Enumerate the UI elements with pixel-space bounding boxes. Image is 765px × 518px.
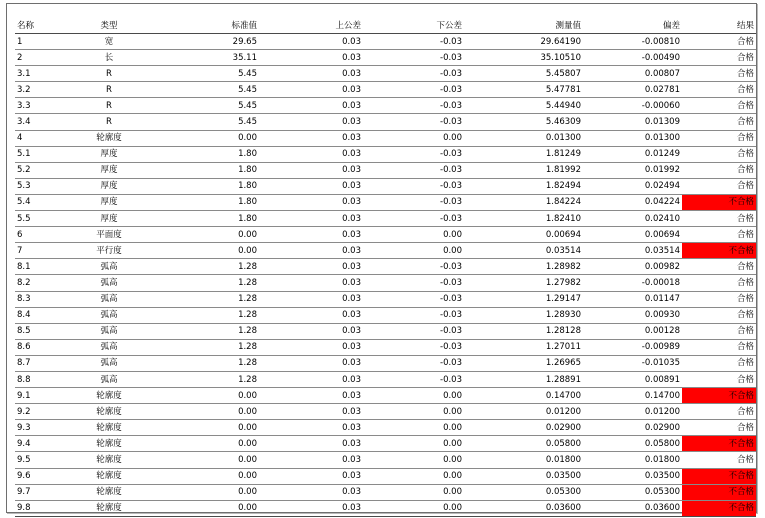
cell-nominal: 1.28 <box>141 259 259 275</box>
cell-name: 8.4 <box>15 307 77 323</box>
cell-lower-tolerance: -0.03 <box>363 178 464 194</box>
cell-deviation: -0.00810 <box>583 34 682 50</box>
cell-lower-tolerance: 0.00 <box>363 500 464 516</box>
table-row <box>15 162 756 178</box>
cell-type: 平面度 <box>77 227 141 243</box>
cell-deviation: 0.00807 <box>583 66 682 82</box>
cell-name: 6 <box>15 227 77 243</box>
cell-nominal: 5.45 <box>141 98 259 114</box>
inspection-table <box>15 18 756 517</box>
cell-lower-tolerance: 0.00 <box>363 468 464 484</box>
cell-nominal: 0.00 <box>141 500 259 516</box>
cell-type: 轮廓度 <box>77 420 141 436</box>
cell-measured: 0.00694 <box>464 227 583 243</box>
cell-name: 1 <box>15 34 77 50</box>
cell-result: 合格 <box>682 275 756 291</box>
cell-result: 合格 <box>682 211 756 227</box>
cell-measured: 1.28128 <box>464 323 583 339</box>
cell-deviation: 0.01309 <box>583 114 682 130</box>
cell-name: 4 <box>15 130 77 146</box>
cell-result-fail: 不合格 <box>682 468 756 484</box>
cell-lower-tolerance: -0.03 <box>363 82 464 98</box>
header-deviation: 偏差 <box>583 18 682 34</box>
cell-nominal: 0.00 <box>141 468 259 484</box>
cell-upper-tolerance: 0.03 <box>259 243 363 259</box>
table-row <box>15 371 756 387</box>
cell-nominal: 1.80 <box>141 211 259 227</box>
cell-type: R <box>77 98 141 114</box>
cell-lower-tolerance: -0.03 <box>363 146 464 162</box>
cell-result: 合格 <box>682 259 756 275</box>
cell-nominal: 5.45 <box>141 114 259 130</box>
cell-measured: 1.28982 <box>464 259 583 275</box>
cell-nominal: 0.00 <box>141 243 259 259</box>
cell-name: 8.1 <box>15 259 77 275</box>
table-row <box>15 259 756 275</box>
cell-type: 平行度 <box>77 243 141 259</box>
cell-nominal: 1.28 <box>141 339 259 355</box>
cell-upper-tolerance: 0.03 <box>259 211 363 227</box>
cell-name: 8.2 <box>15 275 77 291</box>
cell-deviation: 0.14700 <box>583 388 682 404</box>
cell-deviation: 0.02494 <box>583 178 682 194</box>
cell-name: 3.4 <box>15 114 77 130</box>
cell-type: 弧高 <box>77 259 141 275</box>
cell-measured: 0.02900 <box>464 420 583 436</box>
header-nominal: 标准值 <box>141 18 259 34</box>
cell-upper-tolerance: 0.03 <box>259 114 363 130</box>
cell-name: 8.3 <box>15 291 77 307</box>
cell-result: 合格 <box>682 34 756 50</box>
cell-name: 8.8 <box>15 371 77 387</box>
cell-name: 8.5 <box>15 323 77 339</box>
cell-nominal: 1.80 <box>141 194 259 210</box>
cell-result: 合格 <box>682 404 756 420</box>
cell-deviation: 0.01300 <box>583 130 682 146</box>
cell-name: 8.6 <box>15 339 77 355</box>
cell-nominal: 0.00 <box>141 436 259 452</box>
cell-upper-tolerance: 0.03 <box>259 82 363 98</box>
table-row <box>15 436 756 452</box>
cell-nominal: 29.65 <box>141 34 259 50</box>
table-row <box>15 500 756 516</box>
table-row <box>15 291 756 307</box>
cell-deviation: 0.04224 <box>583 194 682 210</box>
cell-measured: 0.03600 <box>464 500 583 516</box>
cell-deviation: 0.00128 <box>583 323 682 339</box>
cell-measured: 0.05300 <box>464 484 583 500</box>
cell-result: 合格 <box>682 66 756 82</box>
cell-upper-tolerance: 0.03 <box>259 355 363 371</box>
table-row <box>15 484 756 500</box>
cell-upper-tolerance: 0.03 <box>259 436 363 452</box>
cell-deviation: -0.00060 <box>583 98 682 114</box>
table-row <box>15 130 756 146</box>
cell-measured: 29.64190 <box>464 34 583 50</box>
cell-measured: 5.46309 <box>464 114 583 130</box>
cell-lower-tolerance: -0.03 <box>363 339 464 355</box>
cell-lower-tolerance: 0.00 <box>363 452 464 468</box>
cell-name: 5.3 <box>15 178 77 194</box>
cell-nominal: 0.00 <box>141 130 259 146</box>
cell-deviation: 0.01800 <box>583 452 682 468</box>
cell-lower-tolerance: -0.03 <box>363 291 464 307</box>
cell-measured: 35.10510 <box>464 50 583 66</box>
cell-deviation: 0.05800 <box>583 436 682 452</box>
cell-result: 合格 <box>682 339 756 355</box>
header-name: 名称 <box>15 18 77 34</box>
cell-lower-tolerance: -0.03 <box>363 323 464 339</box>
cell-measured: 1.27011 <box>464 339 583 355</box>
table-row <box>15 243 756 259</box>
cell-name: 9.4 <box>15 436 77 452</box>
table-row <box>15 307 756 323</box>
table-row <box>15 194 756 210</box>
table-body <box>15 34 756 517</box>
cell-type: 弧高 <box>77 355 141 371</box>
cell-upper-tolerance: 0.03 <box>259 259 363 275</box>
cell-measured: 1.81992 <box>464 162 583 178</box>
cell-type: 弧高 <box>77 307 141 323</box>
cell-result-fail: 不合格 <box>682 388 756 404</box>
cell-type: 轮廓度 <box>77 388 141 404</box>
table-row <box>15 275 756 291</box>
cell-measured: 1.82494 <box>464 178 583 194</box>
cell-lower-tolerance: -0.03 <box>363 34 464 50</box>
cell-upper-tolerance: 0.03 <box>259 388 363 404</box>
cell-upper-tolerance: 0.03 <box>259 468 363 484</box>
cell-name: 3.3 <box>15 98 77 114</box>
cell-type: 轮廓度 <box>77 484 141 500</box>
cell-result: 合格 <box>682 307 756 323</box>
cell-upper-tolerance: 0.03 <box>259 227 363 243</box>
table-row <box>15 82 756 98</box>
cell-result: 合格 <box>682 146 756 162</box>
cell-measured: 1.28891 <box>464 371 583 387</box>
cell-nominal: 1.80 <box>141 146 259 162</box>
table-row <box>15 388 756 404</box>
cell-lower-tolerance: -0.03 <box>363 162 464 178</box>
cell-deviation: 0.01200 <box>583 404 682 420</box>
cell-type: 轮廓度 <box>77 500 141 516</box>
cell-lower-tolerance: 0.00 <box>363 484 464 500</box>
cell-upper-tolerance: 0.03 <box>259 66 363 82</box>
cell-deviation: 0.03600 <box>583 500 682 516</box>
cell-measured: 0.01800 <box>464 452 583 468</box>
cell-upper-tolerance: 0.03 <box>259 291 363 307</box>
table-row <box>15 178 756 194</box>
cell-upper-tolerance: 0.03 <box>259 307 363 323</box>
cell-type: 轮廓度 <box>77 436 141 452</box>
table-row <box>15 323 756 339</box>
cell-lower-tolerance: -0.03 <box>363 66 464 82</box>
header-result: 结果 <box>682 18 756 34</box>
cell-name: 9.3 <box>15 420 77 436</box>
cell-lower-tolerance: -0.03 <box>363 50 464 66</box>
cell-deviation: 0.00891 <box>583 371 682 387</box>
cell-result: 合格 <box>682 420 756 436</box>
cell-lower-tolerance: -0.03 <box>363 275 464 291</box>
cell-upper-tolerance: 0.03 <box>259 275 363 291</box>
table-row <box>15 66 756 82</box>
cell-upper-tolerance: 0.03 <box>259 420 363 436</box>
cell-type: 轮廓度 <box>77 404 141 420</box>
cell-deviation: 0.00930 <box>583 307 682 323</box>
cell-measured: 1.26965 <box>464 355 583 371</box>
cell-type: R <box>77 82 141 98</box>
table-row <box>15 98 756 114</box>
cell-nominal: 1.28 <box>141 355 259 371</box>
cell-lower-tolerance: -0.03 <box>363 194 464 210</box>
report-frame <box>6 3 757 513</box>
cell-name: 9.5 <box>15 452 77 468</box>
cell-deviation: 0.02781 <box>583 82 682 98</box>
cell-result: 合格 <box>682 98 756 114</box>
cell-nominal: 0.00 <box>141 404 259 420</box>
cell-result: 合格 <box>682 227 756 243</box>
header-measured: 测量值 <box>464 18 583 34</box>
cell-deviation: 0.01147 <box>583 291 682 307</box>
cell-lower-tolerance: 0.00 <box>363 404 464 420</box>
table-row <box>15 50 756 66</box>
table-row <box>15 227 756 243</box>
cell-deviation: 0.01249 <box>583 146 682 162</box>
cell-nominal: 35.11 <box>141 50 259 66</box>
cell-lower-tolerance: -0.03 <box>363 371 464 387</box>
cell-name: 5.1 <box>15 146 77 162</box>
cell-measured: 0.14700 <box>464 388 583 404</box>
cell-type: 弧高 <box>77 291 141 307</box>
cell-upper-tolerance: 0.03 <box>259 178 363 194</box>
cell-nominal: 1.80 <box>141 178 259 194</box>
cell-type: 弧高 <box>77 339 141 355</box>
cell-deviation: -0.00490 <box>583 50 682 66</box>
cell-upper-tolerance: 0.03 <box>259 452 363 468</box>
cell-type: 轮廓度 <box>77 468 141 484</box>
cell-upper-tolerance: 0.03 <box>259 339 363 355</box>
cell-measured: 5.45807 <box>464 66 583 82</box>
cell-upper-tolerance: 0.03 <box>259 130 363 146</box>
cell-name: 3.2 <box>15 82 77 98</box>
cell-result: 合格 <box>682 355 756 371</box>
cell-lower-tolerance: 0.00 <box>363 243 464 259</box>
table-row <box>15 146 756 162</box>
cell-lower-tolerance: 0.00 <box>363 130 464 146</box>
cell-type: 弧高 <box>77 323 141 339</box>
cell-deviation: -0.00989 <box>583 339 682 355</box>
cell-result: 合格 <box>682 82 756 98</box>
cell-deviation: 0.05300 <box>583 484 682 500</box>
cell-type: 宽 <box>77 34 141 50</box>
cell-upper-tolerance: 0.03 <box>259 371 363 387</box>
cell-nominal: 0.00 <box>141 388 259 404</box>
cell-nominal: 1.28 <box>141 275 259 291</box>
cell-name: 5.2 <box>15 162 77 178</box>
cell-deviation: 0.00694 <box>583 227 682 243</box>
cell-measured: 1.29147 <box>464 291 583 307</box>
cell-result: 合格 <box>682 323 756 339</box>
cell-nominal: 0.00 <box>141 420 259 436</box>
cell-type: 弧高 <box>77 371 141 387</box>
cell-measured: 1.82410 <box>464 211 583 227</box>
cell-measured: 1.28930 <box>464 307 583 323</box>
cell-deviation: 0.00982 <box>583 259 682 275</box>
cell-name: 5.4 <box>15 194 77 210</box>
cell-lower-tolerance: -0.03 <box>363 355 464 371</box>
cell-name: 3.1 <box>15 66 77 82</box>
table-row <box>15 114 756 130</box>
cell-result-fail: 不合格 <box>682 436 756 452</box>
header-upper-tolerance: 上公差 <box>259 18 363 34</box>
cell-result-fail: 不合格 <box>682 243 756 259</box>
table-row <box>15 420 756 436</box>
cell-name: 9.2 <box>15 404 77 420</box>
cell-upper-tolerance: 0.03 <box>259 500 363 516</box>
cell-upper-tolerance: 0.03 <box>259 162 363 178</box>
cell-name: 9.7 <box>15 484 77 500</box>
cell-result: 合格 <box>682 291 756 307</box>
cell-upper-tolerance: 0.03 <box>259 50 363 66</box>
cell-lower-tolerance: -0.03 <box>363 211 464 227</box>
cell-name: 2 <box>15 50 77 66</box>
cell-nominal: 1.28 <box>141 307 259 323</box>
cell-deviation: -0.00018 <box>583 275 682 291</box>
cell-name: 5.5 <box>15 211 77 227</box>
table-row <box>15 404 756 420</box>
table-row <box>15 339 756 355</box>
cell-name: 9.6 <box>15 468 77 484</box>
cell-measured: 0.01200 <box>464 404 583 420</box>
cell-nominal: 0.00 <box>141 227 259 243</box>
cell-type: R <box>77 114 141 130</box>
cell-type: 轮廓度 <box>77 452 141 468</box>
cell-nominal: 5.45 <box>141 82 259 98</box>
cell-lower-tolerance: -0.03 <box>363 114 464 130</box>
cell-nominal: 1.28 <box>141 371 259 387</box>
cell-result: 合格 <box>682 50 756 66</box>
cell-type: 厚度 <box>77 178 141 194</box>
cell-name: 9.8 <box>15 500 77 516</box>
cell-upper-tolerance: 0.03 <box>259 323 363 339</box>
cell-type: 轮廓度 <box>77 130 141 146</box>
cell-lower-tolerance: 0.00 <box>363 436 464 452</box>
cell-measured: 1.27982 <box>464 275 583 291</box>
cell-lower-tolerance: 0.00 <box>363 420 464 436</box>
cell-measured: 1.84224 <box>464 194 583 210</box>
cell-deviation: -0.01035 <box>583 355 682 371</box>
cell-measured: 0.01300 <box>464 130 583 146</box>
cell-type: 厚度 <box>77 194 141 210</box>
cell-measured: 1.81249 <box>464 146 583 162</box>
cell-result: 合格 <box>682 130 756 146</box>
cell-type: 厚度 <box>77 162 141 178</box>
cell-measured: 0.05800 <box>464 436 583 452</box>
cell-type: 弧高 <box>77 275 141 291</box>
cell-lower-tolerance: -0.03 <box>363 98 464 114</box>
table-row <box>15 452 756 468</box>
cell-lower-tolerance: -0.03 <box>363 307 464 323</box>
table-row <box>15 211 756 227</box>
cell-deviation: 0.02410 <box>583 211 682 227</box>
cell-nominal: 1.28 <box>141 323 259 339</box>
cell-result: 合格 <box>682 162 756 178</box>
cell-measured: 5.44940 <box>464 98 583 114</box>
cell-nominal: 1.80 <box>141 162 259 178</box>
cell-lower-tolerance: 0.00 <box>363 227 464 243</box>
cell-result: 合格 <box>682 371 756 387</box>
cell-name: 9.1 <box>15 388 77 404</box>
cell-upper-tolerance: 0.03 <box>259 146 363 162</box>
cell-upper-tolerance: 0.03 <box>259 98 363 114</box>
cell-type: R <box>77 66 141 82</box>
cell-nominal: 0.00 <box>141 452 259 468</box>
cell-deviation: 0.03500 <box>583 468 682 484</box>
cell-lower-tolerance: -0.03 <box>363 259 464 275</box>
table-row <box>15 355 756 371</box>
cell-nominal: 0.00 <box>141 484 259 500</box>
cell-deviation: 0.03514 <box>583 243 682 259</box>
cell-measured: 0.03500 <box>464 468 583 484</box>
cell-result-fail: 不合格 <box>682 484 756 500</box>
cell-upper-tolerance: 0.03 <box>259 484 363 500</box>
cell-upper-tolerance: 0.03 <box>259 194 363 210</box>
table-row <box>15 34 756 50</box>
table-row <box>15 468 756 484</box>
cell-upper-tolerance: 0.03 <box>259 34 363 50</box>
cell-deviation: 0.02900 <box>583 420 682 436</box>
cell-deviation: 0.01992 <box>583 162 682 178</box>
header-type: 类型 <box>77 18 141 34</box>
cell-upper-tolerance: 0.03 <box>259 404 363 420</box>
cell-lower-tolerance: 0.00 <box>363 388 464 404</box>
header-row <box>15 18 756 34</box>
cell-result-fail: 不合格 <box>682 500 756 516</box>
cell-result: 合格 <box>682 452 756 468</box>
cell-result: 合格 <box>682 178 756 194</box>
cell-result-fail: 不合格 <box>682 194 756 210</box>
cell-type: 厚度 <box>77 211 141 227</box>
cell-nominal: 5.45 <box>141 66 259 82</box>
cell-name: 7 <box>15 243 77 259</box>
cell-result: 合格 <box>682 114 756 130</box>
cell-measured: 0.03514 <box>464 243 583 259</box>
header-lower-tolerance: 下公差 <box>363 18 464 34</box>
cell-nominal: 1.28 <box>141 291 259 307</box>
cell-measured: 5.47781 <box>464 82 583 98</box>
cell-type: 长 <box>77 50 141 66</box>
cell-type: 厚度 <box>77 146 141 162</box>
cell-name: 8.7 <box>15 355 77 371</box>
